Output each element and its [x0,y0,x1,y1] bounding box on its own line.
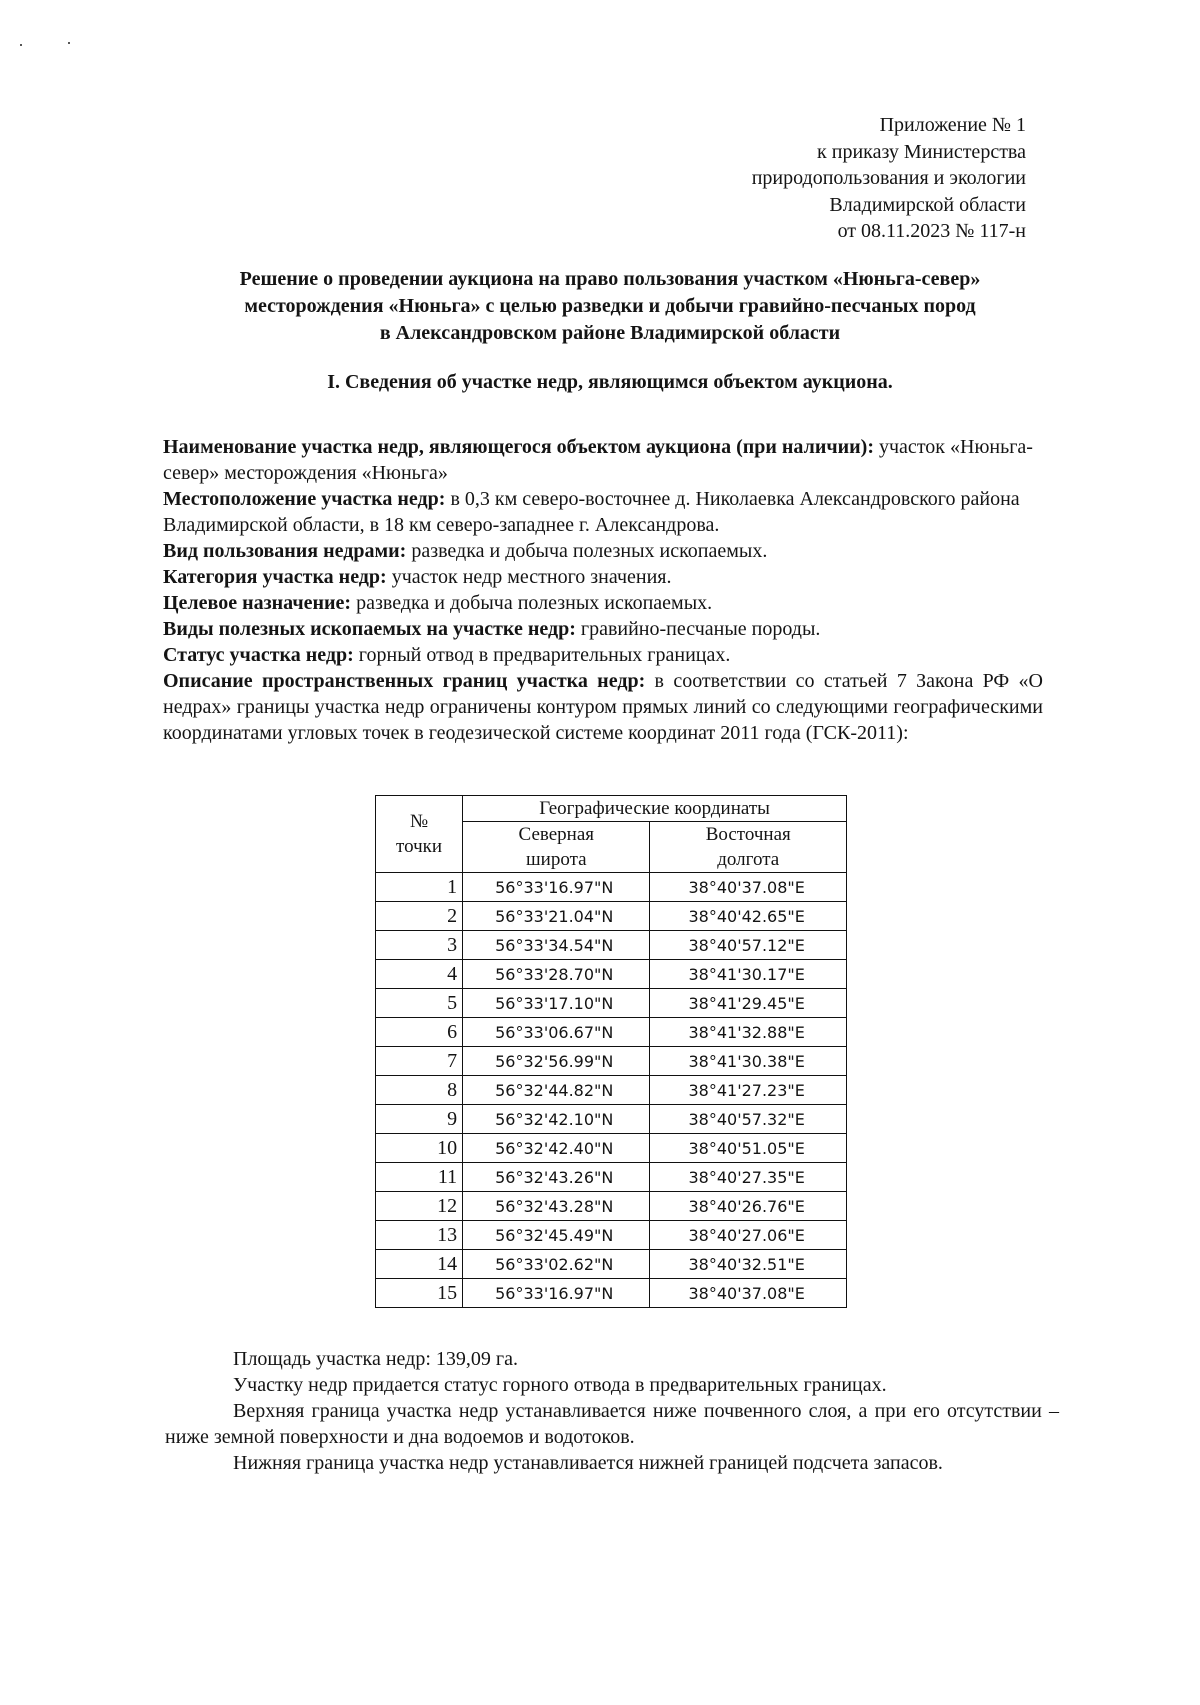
info-minerals [163,616,1043,642]
latitude-cell: 56°32'43.28"N [463,1192,650,1221]
closing-paragraphs [165,1346,1059,1476]
info-use [163,538,1043,564]
info-value: в 0,3 км северо-восточнее д. Николаевка Александровского района Владимирской области, в 18 км северо-западнее г. Александрова. [163,488,1020,536]
site-info [163,434,1043,746]
info-purpose [163,590,1043,616]
point-number-cell: 5 [376,989,463,1018]
longitude-cell: 38°40'27.35"E [650,1163,847,1192]
latitude-cell: 56°32'42.10"N [463,1105,650,1134]
longitude-cell: 38°41'30.17"E [650,960,847,989]
appendix-line: к приказу Министерства [817,140,1026,163]
info-value: разведка и добыча полезных ископаемых. [351,592,713,614]
title-line: месторождения «Нюньга» с целью разведки и добычи гравийно-песчаных пород [244,295,976,317]
point-number-cell: 13 [376,1221,463,1250]
info-value: в соответствии со статьей 7 Закона РФ «О недрах» границы участка недр ограничены контуром прямых линий со следующими географическими координатами угловых точек в геодезической системе координат 2011 года (ГСК-2011): [163,670,1043,744]
latitude-cell: 56°33'34.54"N [463,931,650,960]
longitude-cell: 38°40'26.76"E [650,1192,847,1221]
latitude-cell: 56°33'28.70"N [463,960,650,989]
point-number-cell: 11 [376,1163,463,1192]
header-text: Восточная [705,824,791,845]
latitude-cell: 56°33'17.10"N [463,989,650,1018]
scan-speck [68,42,70,44]
point-number-cell: 12 [376,1192,463,1221]
longitude-cell: 38°41'30.38"E [650,1047,847,1076]
latitude-header [463,822,650,873]
header-text: широта [526,849,587,870]
table-row [376,960,847,989]
latitude-cell: 56°33'21.04"N [463,902,650,931]
area-text: Площадь участка недр: 139,09 га. [233,1348,518,1370]
latitude-cell: 56°33'02.62"N [463,1250,650,1279]
header-text: Северная [518,824,595,845]
point-number-cell: 8 [376,1076,463,1105]
table-row [376,902,847,931]
point-number-cell: 9 [376,1105,463,1134]
info-category [163,564,1043,590]
longitude-header [650,822,847,873]
info-label: Вид пользования недрами: [163,540,407,562]
info-label: Местоположение участка недр: [163,488,446,510]
coordinates-body [376,873,847,1308]
upper-bound-text: Верхняя граница участка недр устанавливается ниже почвенного слоя, а при его отсутствии – ниже земной поверхности и дна водоемов и водотоков. [165,1400,1059,1448]
longitude-cell: 38°40'32.51"E [650,1250,847,1279]
latitude-cell: 56°32'56.99"N [463,1047,650,1076]
header-text: № [409,811,429,832]
coordinates-table [375,795,847,1308]
geo-coordinates-header: Географические координаты [463,796,847,822]
appendix-line: природопользования и экологии [751,167,1026,189]
latitude-cell: 56°32'42.40"N [463,1134,650,1163]
status-text: Участку недр придается статус горного отвода в предварительных границах. [233,1374,887,1396]
point-number-cell: 3 [376,931,463,960]
appendix-line: Приложение № 1 [879,114,1026,136]
info-value: гравийно-песчаные породы. [575,618,821,640]
section-heading: I. Сведения об участке недр, являющимся объектом аукциона. [327,371,893,393]
point-number-header [376,796,463,873]
point-number-cell: 6 [376,1018,463,1047]
point-number-cell: 1 [376,873,463,902]
info-label: Категория участка недр: [163,566,387,588]
longitude-cell: 38°41'29.45"E [650,989,847,1018]
latitude-cell: 56°33'16.97"N [463,873,650,902]
latitude-cell: 56°32'43.26"N [463,1163,650,1192]
table-row [376,1279,847,1308]
title-line: в Александровском районе Владимирской области [379,322,841,344]
table-row [376,1018,847,1047]
longitude-cell: 38°40'51.05"E [650,1134,847,1163]
info-label: Наименование участка недр, являющегося объектом аукциона (при наличии): [163,436,874,458]
longitude-cell: 38°40'27.06"E [650,1221,847,1250]
table-row [376,989,847,1018]
info-label: Описание пространственных границ участка недр: [163,670,646,692]
table-row [376,873,847,902]
latitude-cell: 56°33'06.67"N [463,1018,650,1047]
decision-title [0,266,1200,347]
point-number-cell: 14 [376,1250,463,1279]
appendix-line: от 08.11.2023 № 117-н [837,220,1026,242]
table-row [376,1221,847,1250]
table-row [376,931,847,960]
info-label: Виды полезных ископаемых на участке недр: [163,618,576,640]
table-row [376,1134,847,1163]
point-number-cell: 7 [376,1047,463,1076]
info-value: участок «Нюньга-север» месторождения «Нюньга» [163,436,1033,484]
table-row [376,1105,847,1134]
table-row [376,1047,847,1076]
info-name [163,434,1043,486]
info-value: разведка и добыча полезных ископаемых. [406,540,768,562]
info-bounds [163,668,1043,746]
latitude-cell: 56°32'45.49"N [463,1221,650,1250]
table-row [376,1250,847,1279]
table-row [376,1076,847,1105]
latitude-cell: 56°32'44.82"N [463,1076,650,1105]
info-location [163,486,1043,538]
longitude-cell: 38°40'57.12"E [650,931,847,960]
info-label: Статус участка недр: [163,644,354,666]
latitude-cell: 56°33'16.97"N [463,1279,650,1308]
info-label: Целевое назначение: [163,592,352,614]
appendix-header [752,112,1026,245]
info-status [163,642,1043,668]
lower-bound-text: Нижняя граница участка недр устанавливается нижней границей подсчета запасов. [233,1452,943,1474]
info-value: горный отвод в предварительных границах. [353,644,731,666]
table-row [376,1192,847,1221]
longitude-cell: 38°40'37.08"E [650,873,847,902]
longitude-cell: 38°41'32.88"E [650,1018,847,1047]
longitude-cell: 38°40'57.32"E [650,1105,847,1134]
info-value: участок недр местного значения. [386,566,672,588]
table-row [376,1163,847,1192]
appendix-line: Владимирской области [829,193,1026,216]
longitude-cell: 38°40'42.65"E [650,902,847,931]
header-text: долгота [717,849,780,870]
longitude-cell: 38°40'37.08"E [650,1279,847,1308]
longitude-cell: 38°41'27.23"E [650,1076,847,1105]
point-number-cell: 4 [376,960,463,989]
header-text: точки [396,836,443,857]
point-number-cell: 2 [376,902,463,931]
title-line: Решение о проведении аукциона на право пользования участком «Нюньга-север» [239,268,981,290]
point-number-cell: 15 [376,1279,463,1308]
scan-speck [20,44,22,46]
point-number-cell: 10 [376,1134,463,1163]
